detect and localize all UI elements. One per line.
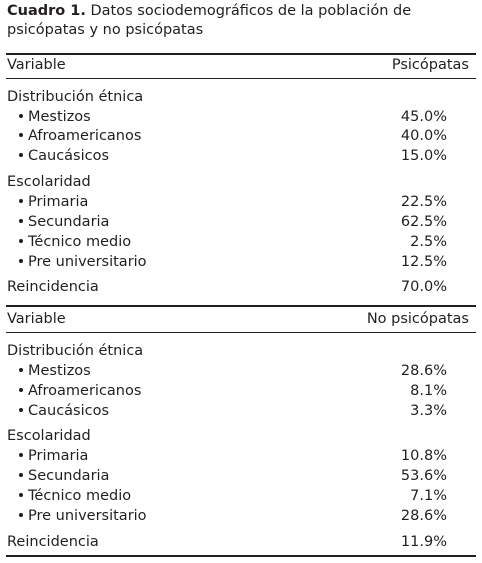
bullet-icon	[19, 153, 23, 157]
table-row: Mestizos 28.6%	[7, 362, 469, 381]
table-caption	[7, 2, 477, 40]
section-divider-rule	[6, 305, 476, 307]
table-row: Primaria 10.8%	[7, 447, 469, 466]
table-row: Técnico medio 2.5%	[7, 233, 469, 252]
table-row: Pre universitario 12.5%	[7, 253, 469, 272]
bullet-icon	[19, 239, 23, 243]
header-group: No psicópatas	[366, 311, 469, 327]
table-row: Secundaria 53.6%	[7, 467, 469, 486]
table-row: Afroamericanos 8.1%	[7, 382, 469, 401]
bullet-icon	[19, 473, 23, 477]
header-variable: Variable	[7, 311, 66, 327]
bullet-icon	[19, 513, 23, 517]
schooling-title: Escolaridad	[7, 174, 91, 190]
bullet-icon	[19, 219, 23, 223]
table-row: Caucásicos 3.3%	[7, 402, 469, 421]
table-row: Pre universitario 28.6%	[7, 507, 469, 526]
bullet-icon	[19, 114, 23, 118]
bullet-icon	[19, 493, 23, 497]
table-row: Primaria 22.5%	[7, 193, 469, 212]
bottom-rule	[6, 555, 476, 557]
table-row: Afroamericanos 40.0%	[7, 127, 469, 146]
recidivism-row: Reincidencia 11.9%	[7, 534, 447, 550]
section-1-header	[7, 56, 469, 75]
recidivism-row: Reincidencia 70.0%	[7, 279, 447, 295]
bullet-icon	[19, 133, 23, 137]
ethnic-title: Distribución étnica	[7, 89, 144, 105]
bullet-icon	[19, 408, 23, 412]
header-group: Psicópatas	[391, 57, 469, 73]
bullet-icon	[19, 453, 23, 457]
header-rule	[6, 78, 476, 79]
bullet-icon	[19, 259, 23, 263]
table-row: Mestizos 45.0%	[7, 108, 469, 127]
bullet-icon	[19, 199, 23, 203]
caption-label: Cuadro 1.	[7, 3, 86, 19]
bullet-icon	[19, 368, 23, 372]
ethnic-title: Distribución étnica	[7, 343, 144, 359]
caption-text: Datos sociodemográficos de la población de psicópatas y no psicópatas	[7, 3, 412, 38]
header-variable: Variable	[7, 57, 66, 73]
schooling-title: Escolaridad	[7, 428, 91, 444]
header-rule	[6, 332, 476, 333]
top-rule	[6, 53, 476, 55]
table-row: Secundaria 62.5%	[7, 213, 469, 232]
table-row: Técnico medio 7.1%	[7, 487, 469, 506]
section-2-header	[7, 310, 469, 329]
table-row: Caucásicos 15.0%	[7, 147, 469, 166]
bullet-icon	[19, 388, 23, 392]
